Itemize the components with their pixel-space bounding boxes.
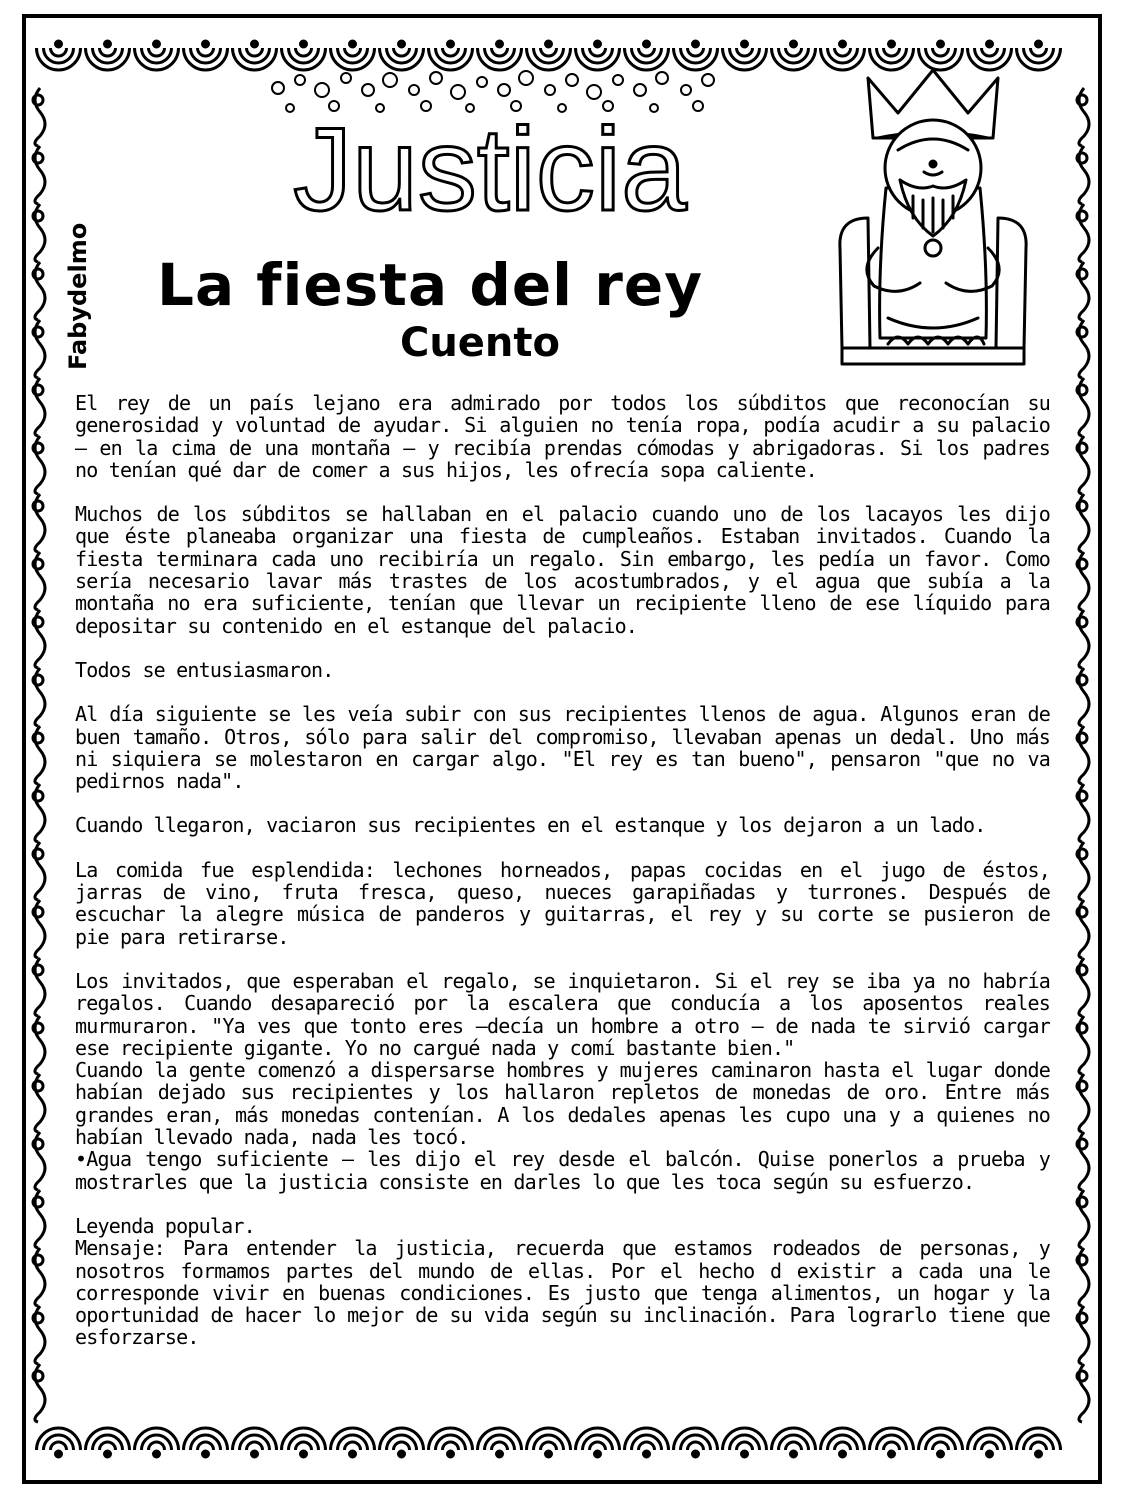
curl-loop	[1077, 1371, 1087, 1381]
scallop-dot	[252, 1451, 258, 1457]
curl-loop	[33, 965, 43, 975]
scallop-dot	[154, 1451, 160, 1457]
scallop	[1031, 48, 1047, 56]
scallop-dot	[693, 41, 699, 47]
curl-loop	[33, 153, 43, 163]
curls-right	[1077, 88, 1089, 1422]
scallop	[786, 1442, 802, 1450]
scallop-dot	[987, 1451, 993, 1457]
paragraph: •Agua tengo suficiente – les dijo el rey desde el balcón. Quise ponerlos a prueba y mostrarles que la justicia consiste en darles lo que les toca según su esfuerzo.	[75, 1147, 1050, 1194]
scallop	[51, 1442, 67, 1450]
scallop-dot	[791, 1451, 797, 1457]
curl-loop	[1077, 153, 1087, 163]
curl-loop	[1077, 269, 1087, 279]
paragraph: La comida fue esplendida: lechones horneados, papas cocidas en el jugo de éstos, jarras de vino, fruta fresca, queso, nueces garapiñadas y turrones. Después de escuchar la alegre música de panderos y guitarras, el rey y su corte se pusieron de pie para retirarse.	[75, 857, 1050, 949]
scallop-dot	[154, 41, 160, 47]
curl-loop	[1077, 1023, 1087, 1033]
paragraph: El rey de un país lejano era admirado por todos los súbditos que reconocían su generosidad y voluntad de ayudar. Si alguien no tenía ropa, podía acudir a su palacio – en la cima de una montaña – y recibía prendas cómodas y abrigadoras. Si los padres no tenían qué dar de comer a sus hijos, les ofrecía sopa caliente.	[75, 391, 1050, 482]
curl-loop	[1077, 1255, 1087, 1265]
scallop	[982, 48, 998, 56]
curl-loop	[1077, 791, 1087, 801]
curl-loop	[33, 385, 43, 395]
paragraph: Al día siguiente se les veía subir con sus recipientes llenos de agua. Algunos eran de buen tamaño. Otros, sólo para salir del compromiso, llevaban apenas un dedal. Uno más ni siquiera se molestaron en cargar algo. "El rey es tan bueno", pensaron "que no va pedirnos nada".	[75, 702, 1050, 794]
scallop	[296, 1442, 312, 1450]
scallop	[296, 48, 312, 56]
curl-loop	[33, 849, 43, 859]
curl-loop	[33, 1197, 43, 1207]
scallop	[247, 1442, 263, 1450]
message-paragraph: Mensaje: Para entender la justicia, recuerda que estamos rodeados de personas, y nosotros formamos partes del mundo de ellas. Por el hecho d existir a cada una le corresponde vivir en buenas condiciones. Es justo que tenga alimentos, un hogar y la oportunidad de hacer lo mejor de su vida según su inclinación. Para lograrlo tiene que esforzarse.	[75, 1236, 1050, 1350]
scallop	[639, 1442, 655, 1450]
curl-loop	[33, 1313, 43, 1323]
curl-loop	[33, 1255, 43, 1265]
scallop	[590, 1442, 606, 1450]
scallop	[247, 48, 263, 56]
author-watermark: Fabydelmo	[64, 222, 92, 370]
scallop-dot	[742, 1451, 748, 1457]
scallop-dot	[1036, 41, 1042, 47]
curl-loop	[33, 1081, 43, 1091]
scallop	[345, 48, 361, 56]
scallop	[982, 1442, 998, 1450]
heading-text: Justicia	[293, 104, 687, 230]
scallop	[884, 1442, 900, 1450]
scallop-dot	[1036, 1451, 1042, 1457]
curl-loop	[33, 443, 43, 453]
scallop	[394, 48, 410, 56]
scallop	[149, 48, 165, 56]
paragraph: Cuando llegaron, vaciaron sus recipientes en el estanque y los dejaron a un lado.	[75, 813, 986, 838]
curl-loop	[33, 1371, 43, 1381]
curl-loop	[1077, 733, 1087, 743]
scallop-dot	[203, 1451, 209, 1457]
scallop-dot	[399, 41, 405, 47]
scallop-dot	[987, 41, 993, 47]
scallop	[149, 1442, 165, 1450]
curl-loop	[1077, 907, 1087, 917]
curl-loop	[33, 559, 43, 569]
scallop-dot	[546, 1451, 552, 1457]
scallop	[835, 48, 851, 56]
scallop	[737, 48, 753, 56]
scallop	[345, 1442, 361, 1450]
scallop-dot	[350, 1451, 356, 1457]
curl-loop	[1077, 385, 1087, 395]
scallop-dot	[595, 1451, 601, 1457]
page-title: La fiesta del rey	[157, 251, 703, 319]
scallop	[100, 1442, 116, 1450]
scallop	[737, 1442, 753, 1450]
curl-loop	[1077, 327, 1087, 337]
scallop-dot	[497, 1451, 503, 1457]
scallop	[492, 48, 508, 56]
source-line: Leyenda popular.	[75, 1213, 255, 1238]
scallop-dot	[644, 1451, 650, 1457]
curl-loop	[1077, 211, 1087, 221]
curl-loop	[33, 95, 43, 105]
curl-loop	[33, 617, 43, 627]
paragraph: Cuando la gente comenzó a dispersarse hombres y mujeres caminaron hasta el lugar donde habían dejado sus recipientes y los hallaron repletos de monedas de oro. Entre más grandes eran, más monedas contenían. A los dedales apenas les cupo una y a quienes no habían llevado nada, nada les tocó.	[75, 1058, 1050, 1150]
paragraph: Muchos de los súbditos se hallaban en el palacio cuando uno de los lacayos les dijo que éste planeaba organizar una fiesta de cumpleaños. Estaban invitados. Cuando la fiesta terminara cada uno recibiría un regalo. Sin embargo, les pedía un favor. Como sería necesario lavar más trastes de los acostumbrados, y el agua que subía a la montaña no era suficiente, tenían que llevar un recipiente lleno de ese líquido para depositar su contenido en el estanque del palacio.	[75, 502, 1050, 638]
scallop	[688, 1442, 704, 1450]
curl-loop	[33, 501, 43, 511]
scallop	[443, 1442, 459, 1450]
scallop	[394, 1442, 410, 1450]
scallop-dot	[448, 41, 454, 47]
scallop-dot	[938, 41, 944, 47]
page-subtitle: Cuento	[399, 320, 561, 366]
scallop	[835, 1442, 851, 1450]
curl-loop	[33, 791, 43, 801]
scallop-dot	[203, 41, 209, 47]
scallop-dot	[742, 41, 748, 47]
scallop-dot	[840, 1451, 846, 1457]
scallop	[492, 1442, 508, 1450]
scallop-dot	[56, 1451, 62, 1457]
scallop	[541, 1442, 557, 1450]
curl-loop	[1077, 965, 1087, 975]
curl-loop	[1077, 1081, 1087, 1091]
scallop-dot	[644, 41, 650, 47]
scallop-dot	[840, 41, 846, 47]
curl-loop	[1077, 501, 1087, 511]
scallop-dot	[301, 41, 307, 47]
scallop-dot	[448, 1451, 454, 1457]
scallop-dot	[105, 1451, 111, 1457]
scallop	[933, 1442, 949, 1450]
scallop	[884, 48, 900, 56]
scallop	[198, 1442, 214, 1450]
scallop-dot	[693, 1451, 699, 1457]
scallop	[100, 48, 116, 56]
curl-loop	[33, 907, 43, 917]
curl-loop	[33, 675, 43, 685]
curl-loop	[1077, 675, 1087, 685]
curl-loop	[1077, 617, 1087, 627]
scallop-dot	[938, 1451, 944, 1457]
scallop	[639, 48, 655, 56]
paragraph: Los invitados, que esperaban el regalo, se inquietaron. Si el rey se iba ya no habría regalos. Cuando desapareció por la escalera que conducía a los aposentos reales murmuraron. "Ya ves que tonto eres –decía un hombre a otro – de nada te sirvió cargar ese recipiente gigante. Yo no cargué nada y comí bastante bien."	[75, 968, 1050, 1060]
scallop	[443, 48, 459, 56]
scallop-dot	[889, 1451, 895, 1457]
curl-loop	[33, 1023, 43, 1033]
king-illustration	[828, 68, 1038, 370]
scallop-dot	[350, 41, 356, 47]
curl-loop	[1077, 95, 1087, 105]
scallop-dot	[497, 41, 503, 47]
curl-loop	[1077, 1139, 1087, 1149]
scallop	[933, 48, 949, 56]
scallop-dot	[56, 41, 62, 47]
curl-loop	[33, 1139, 43, 1149]
scallop	[1031, 1442, 1047, 1450]
scallop-dot	[791, 41, 797, 47]
curl-loop	[1077, 1197, 1087, 1207]
scallop	[198, 48, 214, 56]
scallops-bottom	[37, 1428, 1061, 1457]
curl-loop	[33, 733, 43, 743]
scallop	[786, 48, 802, 56]
scallop	[688, 48, 704, 56]
curl-loop	[1077, 559, 1087, 569]
scallop	[541, 48, 557, 56]
scallop-dot	[252, 41, 258, 47]
story-text	[75, 392, 1050, 1349]
paragraph: Todos se entusiasmaron.	[75, 657, 334, 682]
scallop	[590, 48, 606, 56]
king-figure-icon	[867, 120, 999, 344]
scallop	[51, 48, 67, 56]
curl-loop	[1077, 1313, 1087, 1323]
curl-loop	[1077, 443, 1087, 453]
scallop-dot	[301, 1451, 307, 1457]
scallop-dot	[595, 41, 601, 47]
scallop-dot	[105, 41, 111, 47]
curl-loop	[1077, 849, 1087, 859]
heading-justicia	[230, 60, 750, 230]
scallop-dot	[399, 1451, 405, 1457]
scallop-dot	[889, 41, 895, 47]
scallop-dot	[546, 41, 552, 47]
